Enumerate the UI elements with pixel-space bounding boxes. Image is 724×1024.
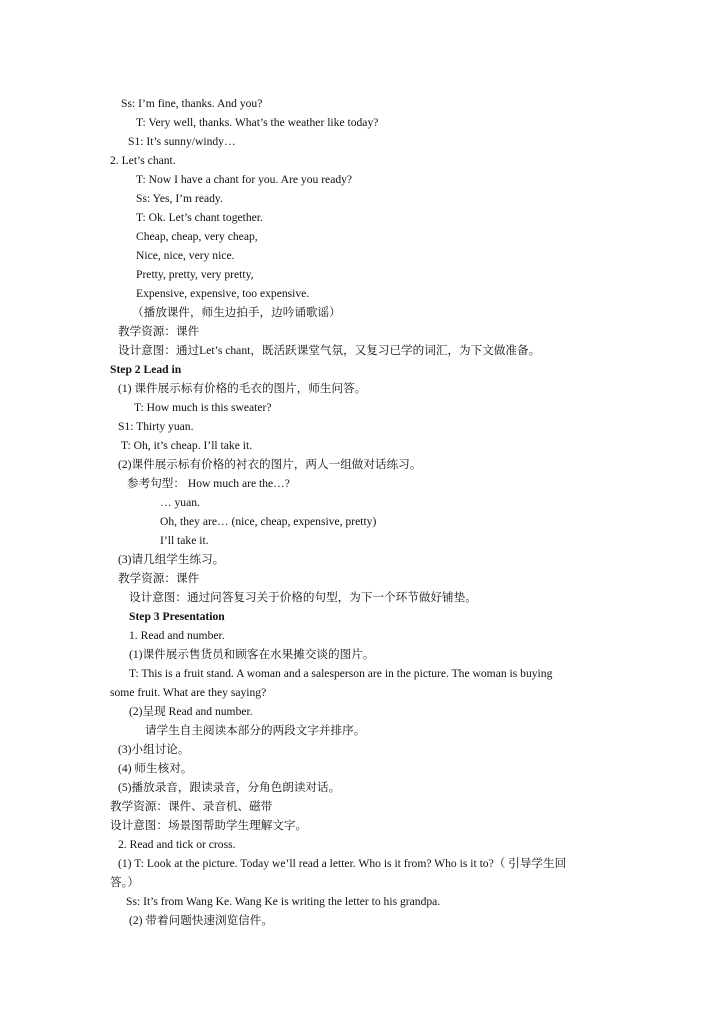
text-line: 2. Let’s chant. bbox=[110, 154, 176, 167]
text-line: Oh, they are… (nice, cheap, expensive, pretty) bbox=[160, 515, 377, 528]
text-line: Nice, nice, very nice. bbox=[136, 249, 235, 262]
text-line: some fruit. What are they saying? bbox=[110, 686, 267, 699]
text-line: 参考句型： How much are the…? bbox=[127, 477, 290, 490]
text-line: Cheap, cheap, very cheap, bbox=[136, 230, 258, 243]
text-line: (4) 师生核对。 bbox=[118, 762, 193, 775]
text-line: 1. Read and number. bbox=[129, 629, 225, 642]
text-line: (1) T: Look at the picture. Today we’ll read a letter. Who is it from? Who is it to?（ 引导学生回 bbox=[118, 857, 567, 870]
text-line: (2)呈现 Read and number. bbox=[129, 705, 253, 718]
text-line: (1) 课件展示标有价格的毛衣的图片，师生问答。 bbox=[118, 382, 367, 395]
text-line: T: Now I have a chant for you. Are you ready? bbox=[136, 173, 353, 186]
step-heading: Step 2 Lead in bbox=[110, 363, 182, 376]
text-line: (1)课件展示售货员和顾客在水果摊交谈的图片。 bbox=[129, 648, 375, 661]
text-line: S1: Thirty yuan. bbox=[118, 420, 194, 433]
text-line: 设计意图：场景图帮助学生理解文字。 bbox=[110, 819, 308, 832]
text-line: （播放课件，师生边拍手，边吟诵歌谣） bbox=[132, 306, 341, 319]
text-line: T: Very well, thanks. What’s the weather like today? bbox=[136, 116, 379, 129]
text-line: Pretty, pretty, very pretty, bbox=[136, 268, 254, 281]
text-line: T: Ok. Let’s chant together. bbox=[136, 211, 263, 224]
text-line: Ss: I’m fine, thanks. And you? bbox=[121, 97, 263, 110]
text-line: T: This is a fruit stand. A woman and a salesperson are in the picture. The woman is buying bbox=[129, 667, 553, 680]
text-line: 请学生自主阅读本部分的两段文字并排序。 bbox=[145, 724, 366, 737]
text-line: T: Oh, it’s cheap. I’ll take it. bbox=[121, 439, 253, 452]
text-line: (3)小组讨论。 bbox=[118, 743, 190, 756]
text-line: Expensive, expensive, too expensive. bbox=[136, 287, 310, 300]
text-line: 答。） bbox=[110, 876, 139, 889]
text-line: T: How much is this sweater? bbox=[134, 401, 272, 414]
text-line: Ss: It’s from Wang Ke. Wang Ke is writing the letter to his grandpa. bbox=[126, 895, 441, 908]
text-line: S1: It’s sunny/windy… bbox=[128, 135, 236, 148]
text-line: I’ll take it. bbox=[160, 534, 209, 547]
text-line: (5)播放录音，跟读录音，分角色朗读对话。 bbox=[118, 781, 341, 794]
text-line: (2)课件展示标有价格的衬衣的图片，两人一组做对话练习。 bbox=[118, 458, 422, 471]
text-line: … yuan. bbox=[160, 496, 200, 509]
step-heading: Step 3 Presentation bbox=[129, 610, 225, 623]
text-line: 设计意图：通过问答复习关于价格的句型，为下一个环节做好铺垫。 bbox=[129, 591, 477, 604]
text-line: Ss: Yes, I’m ready. bbox=[136, 192, 223, 205]
text-line: (3)请几组学生练习。 bbox=[118, 553, 225, 566]
text-line: 教学资源：课件 bbox=[118, 325, 200, 338]
text-line: 教学资源：课件、录音机、磁带 bbox=[110, 800, 273, 813]
text-line: 教学资源：课件 bbox=[118, 572, 200, 585]
text-line: (2) 带着问题快速浏览信件。 bbox=[129, 914, 273, 927]
text-line: 设计意图：通过Let’s chant，既活跃课堂气氛，又复习已学的词汇，为下文做准备。 bbox=[118, 344, 541, 357]
text-line: 2. Read and tick or cross. bbox=[118, 838, 236, 851]
